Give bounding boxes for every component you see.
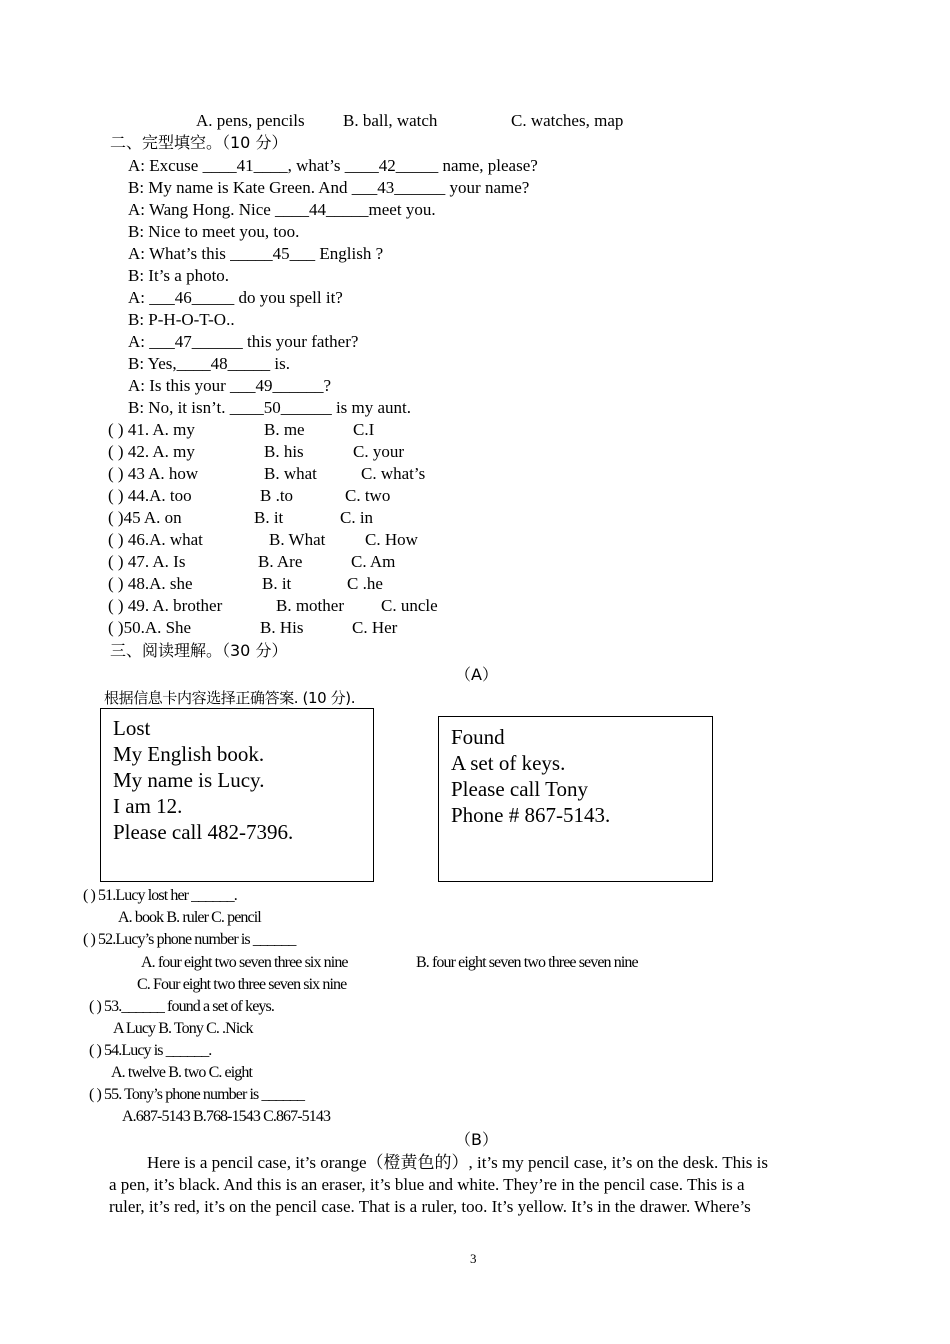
dialog-line: B: My name is Kate Green. And ___43______ your name?: [128, 178, 530, 197]
lost-card: [100, 708, 374, 882]
option-b: B. mother: [276, 596, 344, 615]
prev-option-a: A. pens, pencils: [196, 111, 305, 130]
option-b: B. his: [264, 442, 304, 461]
option-c: C.I: [353, 420, 375, 439]
dialog-line: B: P-H-O-T-O..: [128, 310, 235, 329]
reading-options: A. four eight two seven three six nine: [141, 954, 348, 971]
reading-options: C. Four eight two three seven six nine: [137, 976, 347, 993]
option-b: B. me: [264, 420, 305, 439]
found-card-line: A set of keys.: [451, 751, 566, 775]
found-card: [438, 716, 713, 882]
dialog-line: A: Is this your ___49______?: [128, 376, 332, 395]
lost-card-line: My English book.: [113, 742, 265, 766]
question-stem: ( )45 A. on: [108, 508, 182, 527]
option-b: B. His: [260, 618, 304, 637]
question-stem: ( ) 46.A. what: [108, 530, 203, 549]
question-stem: ( ) 41. A. my: [108, 420, 195, 439]
option-c: C. your: [353, 442, 404, 461]
page-number: 3: [470, 1251, 477, 1266]
dialog-line: A: What’s this _____45___ English ?: [128, 244, 384, 263]
passage-line: ruler, it’s red, it’s on the pencil case. That is a ruler, too. It’s yellow. It’s in the drawer. Where’s: [109, 1197, 751, 1216]
reading-question: ( ) 54.Lucy is ______.: [89, 1042, 212, 1059]
section3-title: 三、阅读理解。（30 分）: [110, 641, 288, 660]
option-c: C. what’s: [361, 464, 426, 483]
option-b: B .to: [260, 486, 294, 505]
dialog-line: B: No, it isn’t. ____50______ is my aunt.: [128, 398, 412, 417]
lost-card-line: Lost: [113, 716, 151, 740]
passage-line: a pen, it’s black. And this is an eraser, it’s blue and white. They’re in the pencil case. This is a: [109, 1175, 745, 1194]
option-c: C. uncle: [381, 596, 438, 615]
reading-question: ( ) 53.______ found a set of keys.: [89, 998, 274, 1015]
option-c: C. Her: [352, 618, 398, 637]
found-card-line: Phone # 867-5143.: [451, 803, 611, 827]
question-stem: ( ) 42. A. my: [108, 442, 195, 461]
part-a-label: （A）: [455, 665, 498, 684]
part-b-label: （B）: [455, 1130, 498, 1149]
found-card-line: Please call Tony: [451, 777, 588, 801]
part-a-instruction: 根据信息卡内容选择正确答案. (10 分).: [104, 689, 356, 707]
reading-options: A.687-5143 B.768-1543 C.867-5143: [122, 1108, 331, 1125]
option-c: C. two: [345, 486, 391, 505]
reading-question: ( ) 55. Tony’s phone number is ______: [89, 1086, 305, 1103]
section2-title: 二、完型填空。（10 分）: [110, 133, 288, 152]
prev-option-b: B. ball, watch: [343, 111, 438, 130]
question-stem: ( )50.A. She: [108, 618, 192, 637]
dialog-line: A: ___46_____ do you spell it?: [128, 288, 343, 307]
dialog-line: B: Yes,____48_____ is.: [128, 354, 291, 373]
option-b: B. Are: [258, 552, 303, 571]
reading-options: A. twelve B. two C. eight: [111, 1064, 253, 1081]
reading-options: A Lucy B. Tony C. .Nick: [113, 1020, 253, 1037]
dialog-line: B: It’s a photo.: [128, 266, 230, 285]
reading-options: B. four eight seven two three seven nine: [416, 954, 638, 971]
dialog-line: B: Nice to meet you, too.: [128, 222, 300, 241]
lost-card-line: My name is Lucy.: [113, 768, 265, 792]
option-b: B. what: [264, 464, 317, 483]
prev-option-c: C. watches, map: [511, 111, 624, 130]
passage-line: Here is a pencil case, it’s orange（橙黄色的）, it’s my pencil case, it’s on the desk. This is: [147, 1153, 769, 1172]
reading-options: A. book B. ruler C. pencil: [118, 909, 261, 926]
option-b: B. it: [254, 508, 284, 527]
question-stem: ( ) 44.A. too: [108, 486, 192, 505]
option-c: C. Am: [351, 552, 396, 571]
lost-card-line: I am 12.: [113, 794, 183, 818]
question-stem: ( ) 47. A. Is: [108, 552, 186, 571]
found-card-line: Found: [451, 725, 505, 749]
reading-question: ( ) 52.Lucy’s phone number is ______: [83, 931, 296, 948]
option-b: B. What: [269, 530, 326, 549]
question-stem: ( ) 49. A. brother: [108, 596, 223, 615]
lost-card-line: Please call 482-7396.: [113, 820, 294, 844]
option-b: B. it: [262, 574, 292, 593]
option-c: C. How: [365, 530, 418, 549]
dialog-line: A: Excuse ____41____, what’s ____42_____ name, please?: [128, 156, 538, 175]
option-c: C. in: [340, 508, 374, 527]
dialog-line: A: ___47______ this your father?: [128, 332, 359, 351]
reading-question: ( ) 51.Lucy lost her ______.: [83, 887, 237, 904]
question-stem: ( ) 43 A. how: [108, 464, 199, 483]
option-c: C .he: [347, 574, 383, 593]
question-stem: ( ) 48.A. she: [108, 574, 193, 593]
dialog-line: A: Wang Hong. Nice ____44_____meet you.: [128, 200, 436, 219]
